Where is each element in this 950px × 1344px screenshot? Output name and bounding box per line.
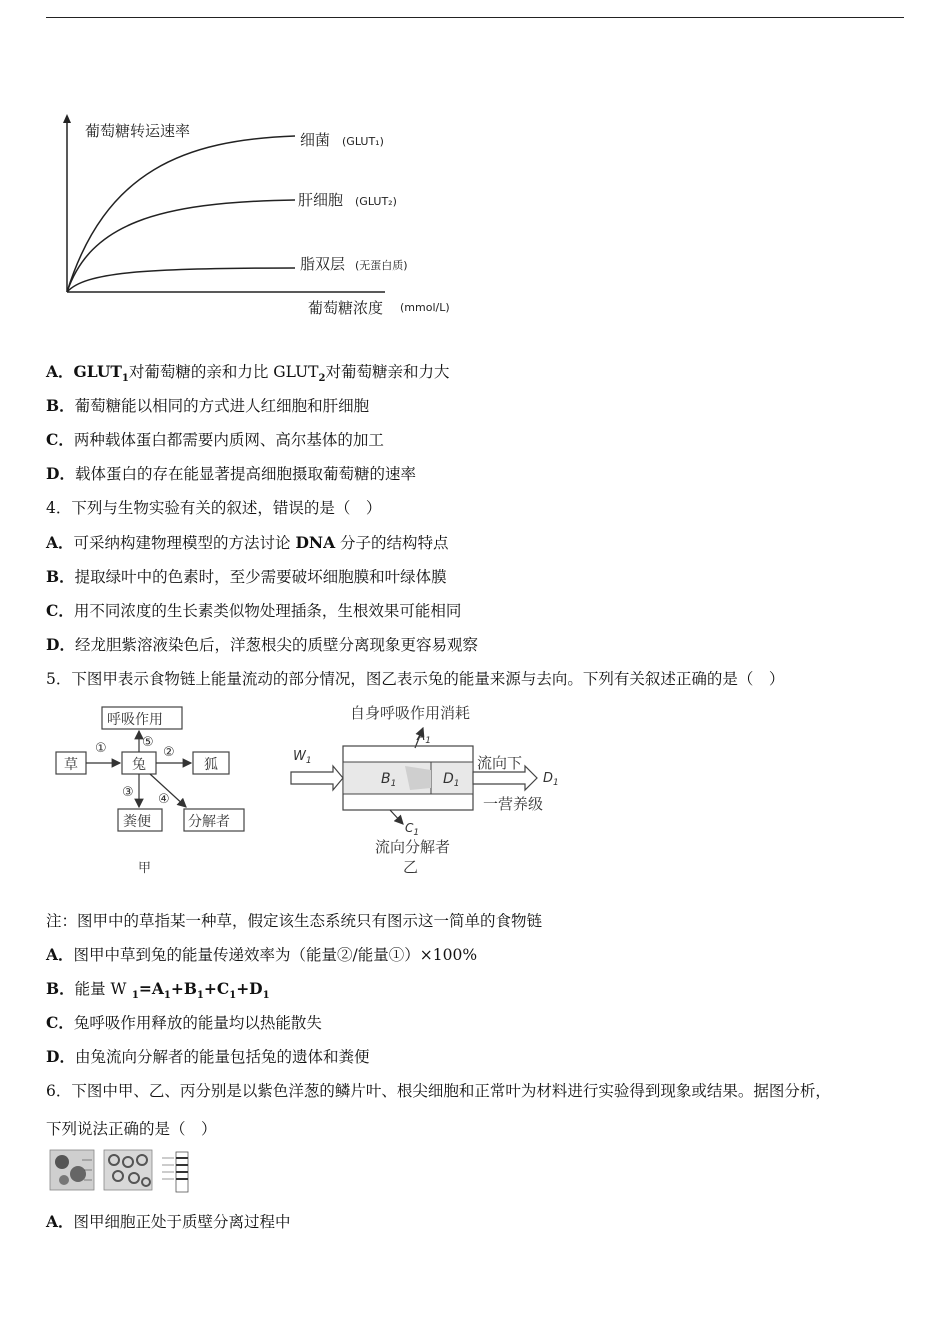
curve1-label: 细菌 [300, 131, 331, 149]
yi-flow-2: 一营养级 [483, 795, 544, 813]
box-decomposer: 分解者 [188, 814, 230, 830]
yi-C: $C_1$ [405, 821, 420, 838]
label-5: ⑤ [142, 735, 154, 750]
yi-bottom-label: 流向分解者 [375, 838, 451, 856]
q6-stem-line2: 下列说法正确的是（ ） [46, 1120, 217, 1138]
caption-jia: 甲 [138, 861, 152, 876]
q6-figure-thumbnails [48, 1148, 198, 1198]
rabbit-energy-diagram-yi [285, 700, 585, 880]
q6-stem-line1: 6．下图中甲、乙、丙分别是以紫色洋葱的鳞片叶、根尖细胞和正常叶为材料进行实验得到现象或结果。据图分析， [46, 1082, 831, 1100]
box-respiration: 呼吸作用 [107, 712, 163, 728]
graph-ylabel: 葡萄糖转运速率 [85, 122, 191, 140]
q5-option-a: A．图甲中草到兔的能量传递效率为（能量②/能量①）×100% [46, 945, 478, 964]
q4-option-c: C．用不同浓度的生长素类似物处理插条，生根效果可能相同 [46, 601, 462, 620]
q3-option-b: B．葡萄糖能以相同的方式进人红细胞和肝细胞 [46, 396, 370, 415]
q5-option-b: B．能量 W $_1=A_1+B_1+C_1+D_1$ [46, 979, 270, 1002]
curve2-note: (GLUT₂) [355, 195, 397, 208]
yi-W: $W_1$ [293, 749, 312, 766]
curve1-note: (GLUT₁) [342, 135, 384, 148]
header-rule [46, 17, 904, 18]
q6-option-a: A．图甲细胞正处于质壁分离过程中 [46, 1212, 291, 1231]
graph-xlabel: 葡萄糖浓度 [308, 299, 384, 317]
caption-yi: 乙 [403, 858, 419, 876]
glucose-transport-graph [55, 110, 475, 325]
q5-option-c: C．兔呼吸作用释放的能量均以热能散失 [46, 1013, 322, 1032]
label-3: ③ [122, 785, 134, 800]
q4-option-d: D．经龙胆紫溶液染色后，洋葱根尖的质壁分离现象更容易观察 [46, 635, 478, 654]
curve-liver [67, 200, 295, 292]
yi-A: $A_1$ [417, 729, 431, 746]
q4-stem: 4．下列与生物实验有关的叙述，错误的是（ ） [46, 499, 382, 517]
q3-option-c: C．两种载体蛋白都需要内质网、高尔基体的加工 [46, 430, 384, 449]
food-chain-diagram-jia [50, 700, 265, 885]
q3-option-a: A．$GLUT_1$对葡萄糖的亲和力比 $GLUT_2$对葡萄糖亲和力大 [46, 362, 450, 385]
yi-B: $B_1$ [381, 771, 397, 789]
label-1: ① [95, 741, 107, 756]
graph-xunit: (mmol/L) [400, 301, 450, 314]
yi-flow-1: 流向下 [477, 754, 523, 772]
yi-top-label: 自身呼吸作用消耗 [350, 704, 471, 722]
box-fox: 狐 [204, 757, 218, 773]
box-grass: 草 [64, 757, 78, 773]
q5-stem: 5．下图甲表示食物链上能量流动的部分情况，图乙表示兔的能量来源与去向。下列有关叙述正确的是（ ） [46, 670, 785, 688]
q5-option-d: D．由兔流向分解者的能量包括兔的遗体和粪便 [46, 1047, 370, 1066]
q5-note: 注：图甲中的草指某一种草，假定该生态系统只有图示这一简单的食物链 [46, 912, 543, 930]
q4-option-a: A．可采纳构建物理模型的方法讨论 DNA 分子的结构特点 [46, 533, 449, 552]
q4-option-b: B．提取绿叶中的色素时，至少需要破坏细胞膜和叶绿体膜 [46, 567, 447, 586]
label-2: ② [163, 745, 175, 760]
yi-D: $D_1$ [443, 771, 460, 789]
yi-D1: $D_1$ [543, 771, 559, 788]
curve-bilayer [67, 268, 295, 292]
curve3-note: (无蛋白质) [355, 259, 408, 272]
box-rabbit: 兔 [132, 757, 146, 773]
curve2-label: 肝细胞 [298, 191, 344, 209]
label-4: ④ [158, 792, 170, 807]
curve3-label: 脂双层 [300, 255, 346, 273]
q3-option-d: D．载体蛋白的存在能显著提高细胞摄取葡萄糖的速率 [46, 464, 416, 483]
box-feces: 粪便 [123, 814, 151, 830]
